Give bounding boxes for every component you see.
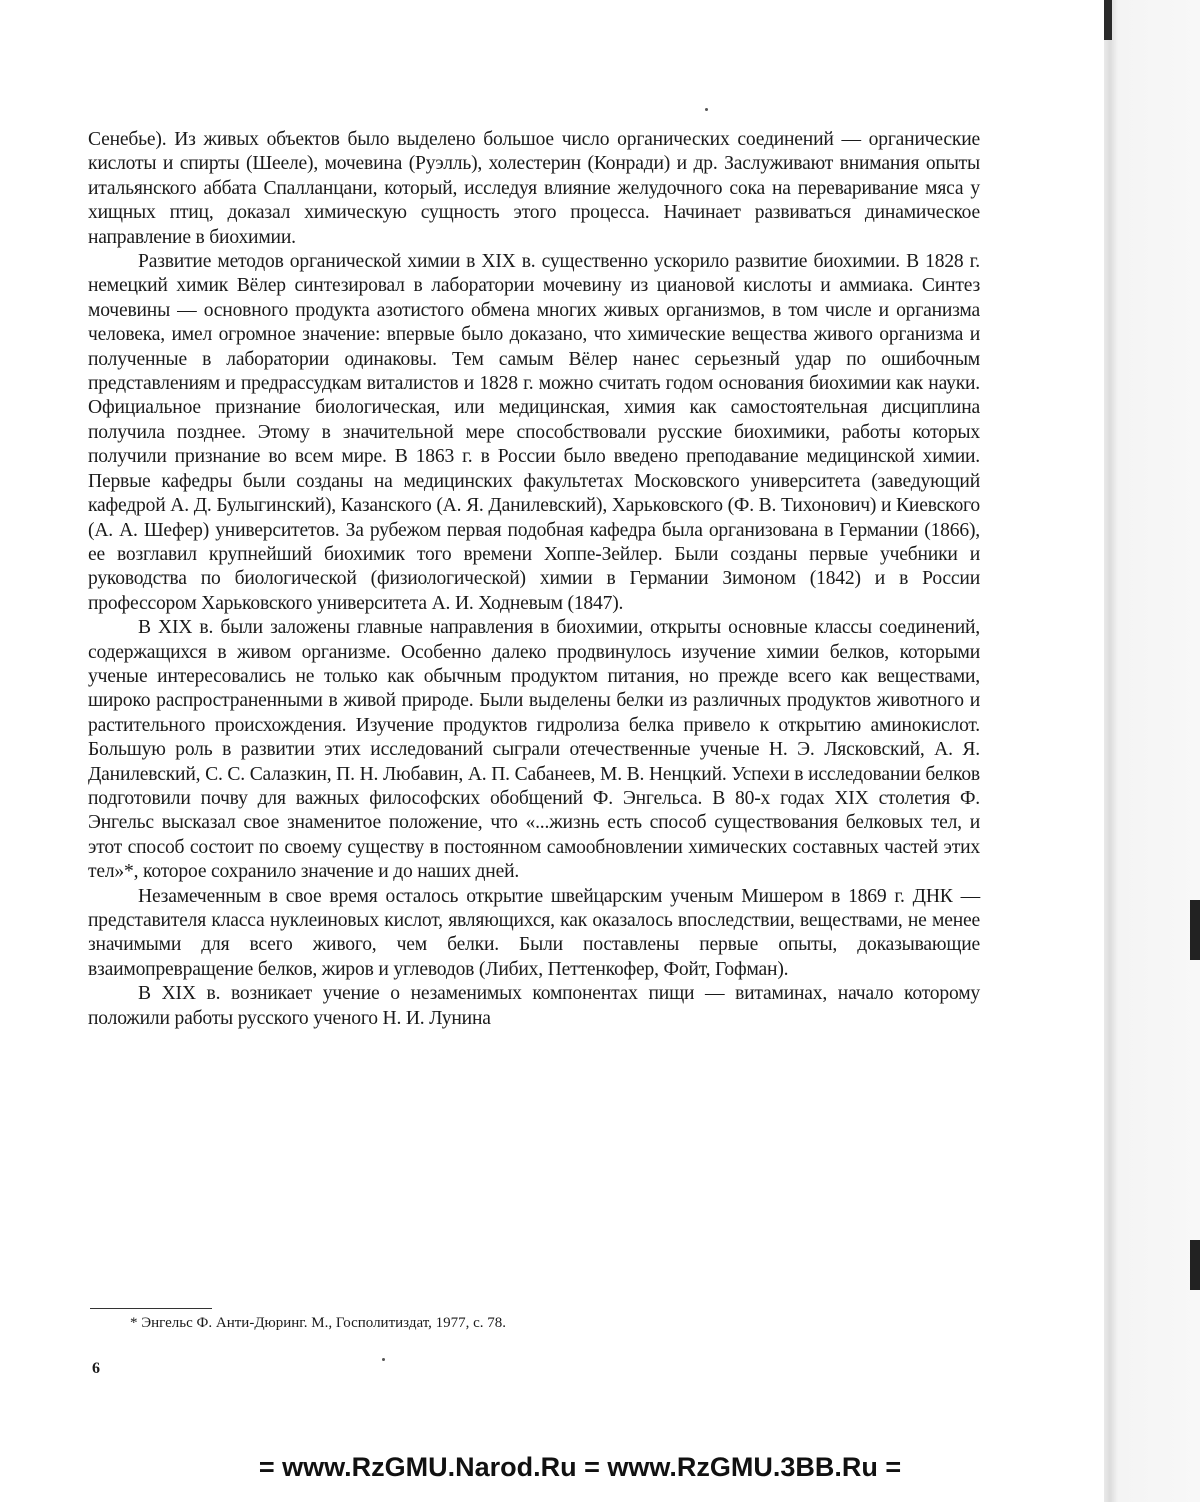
page-edge-dark-corner	[1104, 0, 1112, 40]
paragraph: В XIX в. были заложены главные направления в биохимии, открыты основные классы соединений, содержащихся в живом организме. Особенно далеко продвинулось изучение химии белков, которыми ученые интересовались не только как обычным продуктом питания, но прежде всего как веществами, широко распространенными в живой природе. Были выделены белки из различных продуктов животного и растительного происхождения. Изучение продуктов гидролиза белка привело к открытию аминокислот. Большую роль в развитии этих исследований сыграли отечественные ученые Н. Э. Лясковский, А. Я. Данилевский, С. С. Салазкин, П. Н. Любавин, А. П. Сабанеев, М. В. Ненцкий. Успехи в исследовании белков подготовили почву для важных философских обобщений Ф. Энгельса. В 80-х годах XIX столетия Ф. Энгельс высказал свое знаменитое положение, что «...жизнь есть способ существования белковых тел, и этот способ состоит по своему существу в постоянном самообновлении химических составных частей этих тел»*, которое сохранило значение и до наших дней.	[88, 617, 980, 883]
footnote-divider	[90, 1308, 212, 1309]
page-number: 6	[92, 1360, 100, 1377]
paragraph: Сенебье). Из живых объектов было выделено большое число органических соединений — органические кислоты и спирты (Шееле), мочевина (Руэлль), холестерин (Конради) и др. Заслуживают внимания опыты итальянского аббата Спалланцани, который, исследуя влияние желудочного сока на переваривание мяса у хищных птиц, доказал химическую сущность этого процесса. Начинает развиваться динамическое направление в биохимии.	[88, 129, 980, 248]
scan-speck	[705, 108, 708, 111]
page-edge-mark	[1190, 900, 1200, 960]
body-text	[88, 128, 980, 1031]
paragraph: Развитие методов органической химии в XIX в. существенно ускорило развитие биохимии. В 1828 г. немецкий химик Вёлер синтезировал в лаборатории мочевину из циановой кислоты и аммиака. Синтез мочевины — основного продукта азотистого обмена многих живых организмов, в том числе и организма человека, имел огромное значение: впервые было доказано, что химические вещества живого организма и полученные в лаборатории одинаковы. Тем самым Вёлер нанес серьезный удар по ошибочным представлениям и предрассудкам виталистов и 1828 г. можно считать годом основания биохимии как науки. Официальное признание биологическая, или медицинская, химия как самостоятельная дисциплина получила позднее. Этому в значительной мере способствовали русские биохимики, работы которых получили признание во всем мире. В 1863 г. в России было введено преподавание медицинской химии. Первые кафедры были созданы на медицинских факультетах Московского университета (заведующий кафедрой А. Д. Булыгинский), Казанского (А. Я. Данилевский), Харьковского (Ф. В. Тихонович) и Киевского (А. А. Шефер) университетов. За рубежом первая подобная кафедра была организована в Германии (1866), ее возглавил крупнейший биохимик того времени Хоппе-Зейлер. Были созданы первые учебники и руководства по биологической (физиологической) химии в Германии Зимоном (1842) и в России профессором Харьковского университета А. И. Ходневым (1847).	[88, 251, 980, 614]
page-edge-mark	[1190, 1240, 1200, 1290]
scan-speck	[382, 1358, 385, 1361]
watermark-text: = www.RzGMU.Narod.Ru = www.RzGMU.3BB.Ru =	[258, 1452, 902, 1482]
page-edge-shadow	[1104, 0, 1200, 1502]
paragraph: Незамеченным в свое время осталось открытие швейцарским ученым Мишером в 1869 г. ДНК — представителя класса нуклеиновых кислот, являющихся, как оказалось впоследствии, веществами, не менее значимыми для всего живого, чем белки. Были поставлены первые опыты, доказывающие взаимопревращение белков, жиров и углеводов (Либих, Петтенкофер, Фойт, Гофман).	[88, 885, 980, 980]
footnote: * Энгельс Ф. Анти-Дюринг. М., Госполитиздат, 1977, с. 78.	[130, 1315, 507, 1331]
paragraph: В XIX в. возникает учение о незаменимых компонентах пищи — витаминах, начало которому положили работы русского ученого Н. И. Лунина	[88, 983, 980, 1029]
